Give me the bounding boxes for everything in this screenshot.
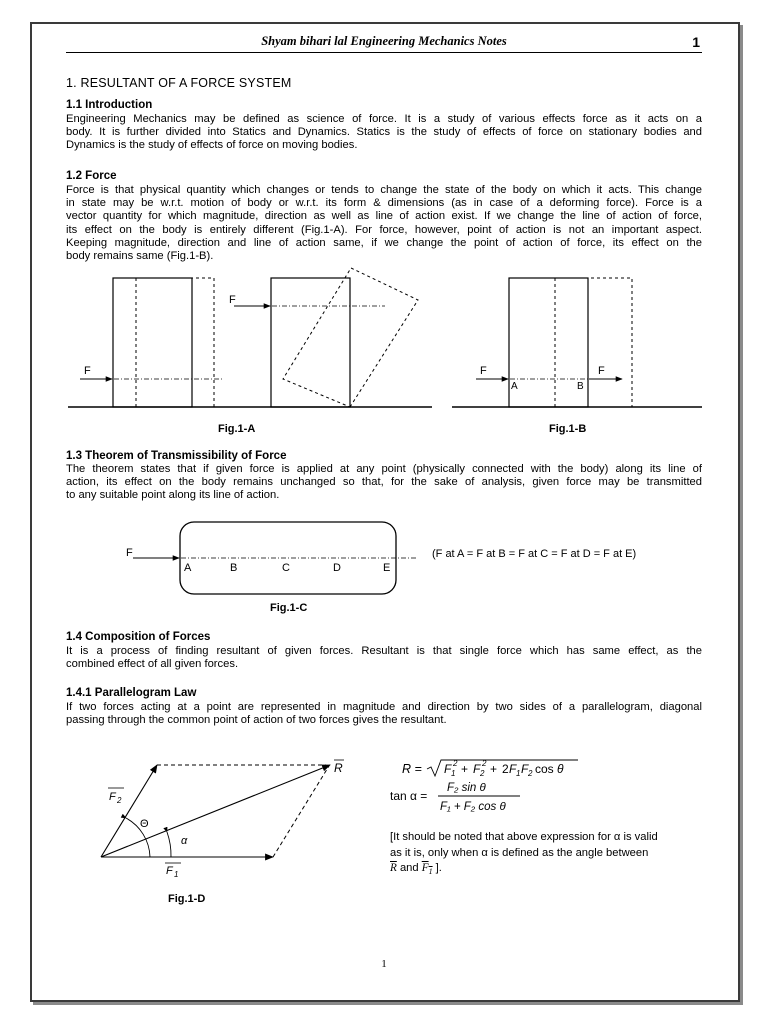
fig1c-force-label: F <box>126 547 133 559</box>
svg-text:R: R <box>334 761 343 775</box>
fig1c-point-b: B <box>230 562 238 574</box>
fig1b-point-a: A <box>511 381 518 392</box>
svg-text:2: 2 <box>528 769 533 778</box>
parallelogram-heading: 1.4.1 Parallelogram Law <box>66 687 197 699</box>
parallelogram-line: If two forces acting at a point are represented in magnitude and direction by two sides of a parallelogram, diagonal <box>66 701 702 713</box>
intro-line: body. It is further divided into Statics and Dynamics. Statics is the study of effects of force on stationary bodies and <box>66 126 702 139</box>
svg-text:θ: θ <box>557 762 564 776</box>
fig1c-point-a: A <box>184 562 192 574</box>
fig1a-force-label-low: F <box>84 365 91 377</box>
resultant-equation <box>402 759 578 778</box>
svg-text:1: 1 <box>451 769 456 778</box>
fig1c-point-c: C <box>282 562 290 574</box>
composition-line: combined effect of all given forces. <box>66 658 239 671</box>
force-heading: 1.2 Force <box>66 170 117 182</box>
svg-text:F: F <box>521 762 529 776</box>
tan-alpha-equation <box>390 782 520 813</box>
svg-text:1: 1 <box>516 769 521 778</box>
fig1d-caption: Fig.1-D <box>168 893 206 905</box>
svg-text:R =: R = <box>402 762 422 776</box>
header-page-number: 1 <box>692 34 700 50</box>
chapter-title: 1. RESULTANT OF A FORCE SYSTEM <box>66 76 292 90</box>
fig1c-point-d: D <box>333 562 341 574</box>
intro-heading: 1.1 Introduction <box>66 99 153 111</box>
fig1b-point-b: B <box>577 381 584 392</box>
intro-line: Dynamics is the study of effects of force on moving bodies. <box>66 139 358 152</box>
transmissibility-line: The theorem states that if given force is applied at any point (physically connected with the body) along its line of <box>66 463 702 475</box>
fig1a-caption: Fig.1-A <box>218 423 256 435</box>
fig1d-f2-vector <box>101 765 157 857</box>
force-line: its effect on the body is entirely different (Fig.1-A). For force, however, point of action is not an important aspect. <box>66 223 702 236</box>
angle-note <box>390 830 720 880</box>
svg-text:F: F <box>473 762 481 776</box>
composition-heading: 1.4 Composition of Forces <box>66 631 211 643</box>
header-title: Shyam bihari lal Engineering Mechanics Notes <box>261 34 507 48</box>
svg-text:F: F <box>509 762 517 776</box>
note-and: and <box>396 862 422 874</box>
fig1b-force-label-right: F <box>598 365 605 377</box>
svg-text:F₂ sin θ: F₂ sin θ <box>447 782 486 794</box>
svg-text:1: 1 <box>174 870 179 879</box>
parallelogram-line: passing through the common point of action of two forces gives the resultant. <box>66 714 447 727</box>
fig1d-resultant-vector <box>101 765 330 857</box>
fig1a-force-label-high: F <box>229 294 236 306</box>
force-line: Keeping magnitude, direction and line of action same, if we change the point of action of force, its effect on the <box>66 236 702 249</box>
svg-text:F: F <box>109 791 116 803</box>
composition-line: It is a process of finding resultant of given forces. Resultant is that single force which has same effect, as the <box>66 645 702 657</box>
svg-text:2: 2 <box>453 759 458 768</box>
fig1d-theta-label: Θ <box>140 818 149 830</box>
fig1c-point-e: E <box>383 562 391 574</box>
svg-text:F: F <box>444 762 452 776</box>
fig1d-r-label <box>334 760 344 775</box>
force-line: in state may be w.r.t. motion of body or w.r.t. its form & dimensions (as in case of a deforming force). Force is a <box>66 197 702 210</box>
note-line-3 <box>390 861 720 880</box>
force-line: Force is that physical quantity which changes or tends to change the state of the body on which it acts. This change <box>66 184 702 196</box>
svg-text:2: 2 <box>117 796 122 805</box>
fig1b-caption: Fig.1-B <box>549 423 587 435</box>
force-line: body remains same (Fig.1-B). <box>66 250 214 263</box>
transmissibility-line: to any suitable point along its line of action. <box>66 489 280 502</box>
note-line-2: as it is, only when α is defined as the angle between <box>390 846 649 859</box>
note-f1-symbol: $F_1$ <box>421 862 433 877</box>
note-r-symbol: $\overline{R}$ <box>390 862 397 874</box>
svg-text:F₁ + F₂ cos θ: F₁ + F₂ cos θ <box>440 801 506 813</box>
svg-text:2: 2 <box>502 762 509 776</box>
fig1d-f1-label <box>165 863 181 879</box>
svg-text:cos: cos <box>535 762 554 776</box>
fig1d-alpha-label: α <box>181 835 188 847</box>
transmissibility-line: action, its effect on the body remains unchanged so that, for the sake of analysis, given force may be transmitted <box>66 476 702 489</box>
fig1b-force-label-left: F <box>480 365 487 377</box>
note-line-1: [It should be noted that above expression for α is valid <box>390 831 658 843</box>
svg-text:+: + <box>490 762 498 776</box>
transmissibility-heading: 1.3 Theorem of Transmissibility of Force <box>66 450 287 462</box>
svg-text:+: + <box>461 762 469 776</box>
note-end: ]. <box>432 862 442 874</box>
force-line: vector quantity for which magnitude, direction as well as line of action exist. If we change the line of action of force, <box>66 210 702 223</box>
fig1d-f2-label <box>108 788 124 805</box>
fig1c-equation: (F at A = F at B = F at C = F at D = F at E) <box>432 548 637 560</box>
fig1c-caption: Fig.1-C <box>270 602 308 614</box>
footer-page-number: 1 <box>381 958 387 970</box>
svg-text:2: 2 <box>482 759 487 768</box>
svg-text:F: F <box>166 865 173 877</box>
svg-text:tan α =: tan α = <box>390 789 428 803</box>
intro-line: Engineering Mechanics may be defined as science of force. It is a study of various effects force as it acts on a <box>66 113 702 125</box>
svg-text:2: 2 <box>480 769 485 778</box>
